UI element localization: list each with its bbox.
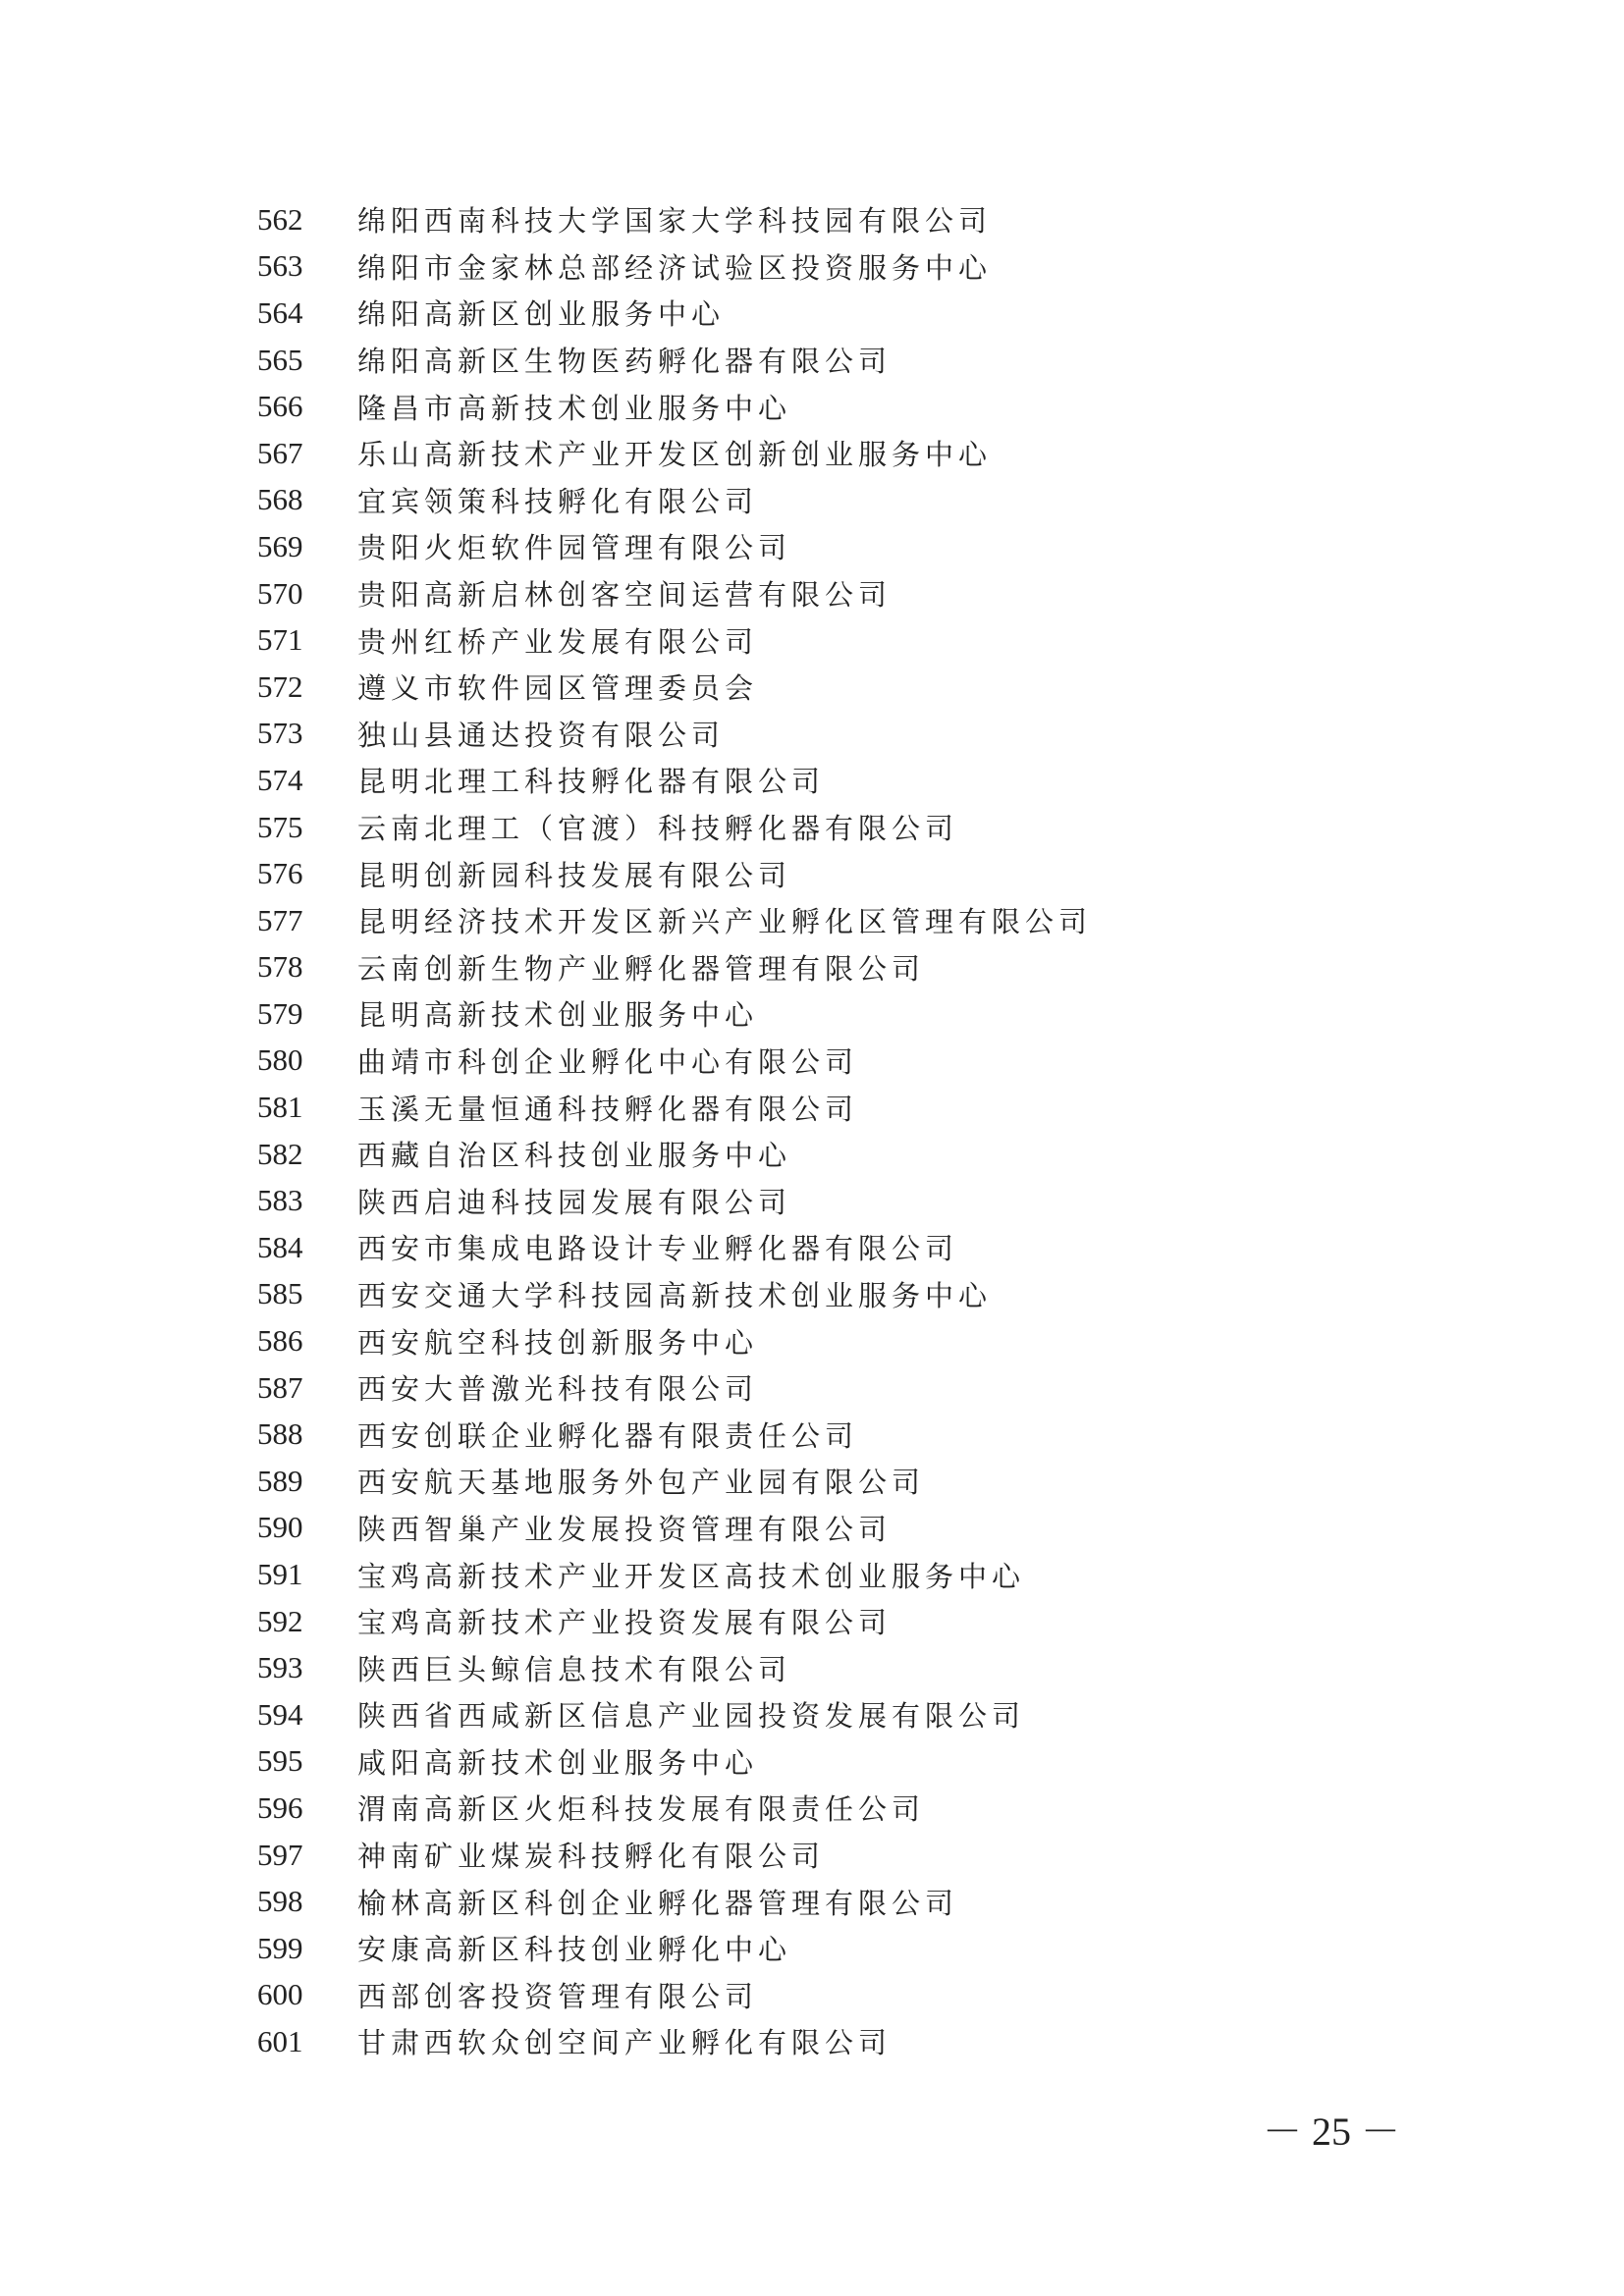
list-item [257, 2018, 1092, 2065]
list-item [257, 383, 1092, 430]
list-item [257, 1925, 1092, 1972]
entry-number: 563 [257, 248, 303, 284]
list-item [257, 757, 1092, 804]
entry-name: 隆昌市高新技术创业服务中心 [357, 391, 792, 425]
entry-number: 590 [257, 1510, 303, 1545]
list-item [257, 1738, 1092, 1786]
entry-name: 昆明高新技术创业服务中心 [357, 998, 759, 1033]
entry-name: 西安航天基地服务外包产业园有限公司 [357, 1466, 926, 1500]
entry-number: 579 [257, 995, 303, 1031]
entry-name: 安康高新区科技创业孵化中心 [357, 1933, 792, 1967]
list-item [257, 1832, 1092, 1879]
entry-number: 598 [257, 1884, 303, 1919]
list-item [257, 1598, 1092, 1645]
entry-name: 西安大普激光科技有限公司 [357, 1372, 759, 1407]
list-item [257, 1411, 1092, 1458]
entry-number: 589 [257, 1463, 303, 1498]
list-item [257, 897, 1092, 944]
list-item [257, 1084, 1092, 1131]
entry-number: 577 [257, 902, 303, 937]
entry-number: 586 [257, 1323, 303, 1359]
entry-number: 562 [257, 201, 303, 237]
entry-number: 564 [257, 294, 303, 330]
entry-number: 573 [257, 716, 303, 751]
list-item [257, 804, 1092, 851]
entry-name: 绵阳西南科技大学国家大学科技园有限公司 [357, 204, 993, 239]
entry-number: 574 [257, 762, 303, 797]
entry-name: 云南创新生物产业孵化器管理有限公司 [357, 951, 926, 986]
entry-name: 神南矿业煤炭科技孵化有限公司 [357, 1840, 826, 1874]
entry-number: 594 [257, 1696, 303, 1732]
entry-number: 571 [257, 622, 303, 658]
page-number: － 25 － [1263, 2109, 1400, 2154]
list-item [257, 570, 1092, 617]
entry-number: 565 [257, 342, 303, 377]
entry-name: 咸阳高新技术创业服务中心 [357, 1745, 759, 1780]
entry-number: 570 [257, 575, 303, 611]
entry-name: 独山县通达投资有限公司 [357, 718, 726, 752]
entry-number: 600 [257, 1977, 303, 2012]
list-item [257, 1364, 1092, 1412]
entry-name: 渭南高新区火炬科技发展有限责任公司 [357, 1792, 926, 1827]
entry-name: 宜宾领策科技孵化有限公司 [357, 484, 759, 518]
entry-name: 西藏自治区科技创业服务中心 [357, 1139, 792, 1173]
entry-number: 591 [257, 1557, 303, 1592]
entry-name: 玉溪无量恒通科技孵化器有限公司 [357, 1092, 859, 1126]
list-item [257, 1551, 1092, 1598]
entry-number: 595 [257, 1743, 303, 1779]
list-item [257, 1177, 1092, 1224]
list-item [257, 1878, 1092, 1925]
list-item [257, 523, 1092, 570]
entry-name: 遵义市软件园区管理委员会 [357, 671, 759, 706]
entry-number: 596 [257, 1789, 303, 1825]
entry-name: 陕西省西咸新区信息产业园投资发展有限公司 [357, 1699, 1026, 1734]
entry-number: 569 [257, 528, 303, 563]
list-item [257, 616, 1092, 664]
entry-name: 昆明北理工科技孵化器有限公司 [357, 765, 826, 799]
list-item [257, 337, 1092, 384]
entry-number: 588 [257, 1416, 303, 1452]
list-item [257, 1131, 1092, 1178]
entry-name: 昆明经济技术开发区新兴产业孵化区管理有限公司 [357, 905, 1093, 939]
entry-name: 绵阳高新区生物医药孵化器有限公司 [357, 345, 893, 379]
entry-name: 西安航空科技创新服务中心 [357, 1325, 759, 1360]
entry-name: 曲靖市科创企业孵化中心有限公司 [357, 1044, 859, 1079]
entry-number: 566 [257, 389, 303, 424]
entry-number: 583 [257, 1183, 303, 1218]
entry-number: 582 [257, 1136, 303, 1171]
list-item [257, 1972, 1092, 2019]
entry-number: 587 [257, 1369, 303, 1405]
entry-number: 592 [257, 1603, 303, 1638]
list-item [257, 664, 1092, 711]
list-item [257, 850, 1092, 897]
entry-name: 榆林高新区科创企业孵化器管理有限公司 [357, 1886, 959, 1920]
entry-name: 贵阳火炬软件园管理有限公司 [357, 531, 792, 565]
entry-number: 585 [257, 1276, 303, 1311]
entry-number: 580 [257, 1042, 303, 1078]
entry-name: 西安交通大学科技园高新技术创业服务中心 [357, 1278, 993, 1312]
list-item [257, 944, 1092, 991]
entry-name: 西安创联企业孵化器有限责任公司 [357, 1418, 859, 1453]
list-item [257, 1271, 1092, 1318]
entry-number: 567 [257, 435, 303, 470]
list-item [257, 1785, 1092, 1832]
entry-name: 陕西智巢产业发展投资管理有限公司 [357, 1512, 893, 1546]
entry-name: 西安市集成电路设计专业孵化器有限公司 [357, 1232, 959, 1266]
list-item [257, 477, 1092, 524]
entry-name: 绵阳市金家林总部经济试验区投资服务中心 [357, 250, 993, 285]
list-item [257, 1224, 1092, 1271]
list-item [257, 1505, 1092, 1552]
entry-name: 绵阳高新区创业服务中心 [357, 297, 726, 332]
list-item [257, 430, 1092, 477]
list-item [257, 1691, 1092, 1738]
entry-number: 572 [257, 668, 303, 704]
list-item [257, 1317, 1092, 1364]
entry-number: 581 [257, 1090, 303, 1125]
list-item [257, 990, 1092, 1038]
list-item [257, 243, 1092, 291]
list-item [257, 1038, 1092, 1085]
entry-number: 568 [257, 482, 303, 517]
entry-name: 乐山高新技术产业开发区创新创业服务中心 [357, 438, 993, 472]
list-item [257, 196, 1092, 243]
entry-name: 贵州红桥产业发展有限公司 [357, 624, 759, 659]
entry-number: 599 [257, 1930, 303, 1965]
incubator-list [257, 196, 1092, 2065]
entry-name: 宝鸡高新技术产业开发区高技术创业服务中心 [357, 1559, 1026, 1593]
entry-name: 云南北理工（官渡）科技孵化器有限公司 [357, 812, 959, 846]
entry-number: 597 [257, 1837, 303, 1872]
entry-number: 576 [257, 856, 303, 891]
entry-name: 陕西启迪科技园发展有限公司 [357, 1185, 792, 1219]
entry-name: 西部创客投资管理有限公司 [357, 1979, 759, 2013]
entry-name: 甘肃西软众创空间产业孵化有限公司 [357, 2026, 893, 2060]
list-item [257, 1458, 1092, 1505]
entry-number: 584 [257, 1229, 303, 1264]
entry-number: 578 [257, 949, 303, 985]
entry-name: 宝鸡高新技术产业投资发展有限公司 [357, 1606, 893, 1640]
entry-name: 陕西巨头鲸信息技术有限公司 [357, 1652, 792, 1686]
entry-number: 601 [257, 2023, 303, 2058]
list-item [257, 1644, 1092, 1691]
entry-number: 575 [257, 809, 303, 844]
entry-name: 昆明创新园科技发展有限公司 [357, 858, 792, 892]
list-item [257, 290, 1092, 337]
list-item [257, 711, 1092, 758]
entry-name: 贵阳高新启林创客空间运营有限公司 [357, 578, 893, 613]
entry-number: 593 [257, 1650, 303, 1685]
